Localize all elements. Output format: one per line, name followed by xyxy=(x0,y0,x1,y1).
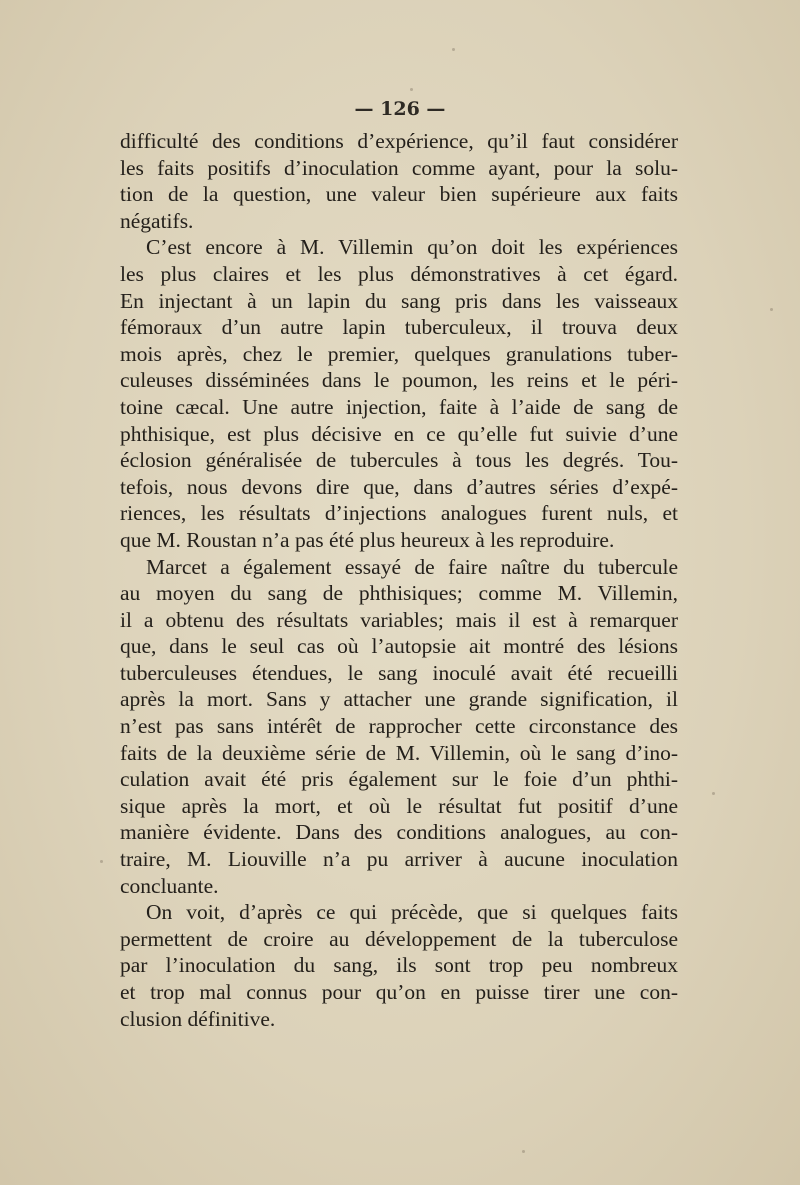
text-line: au moyen du sang de phthisiques; comme M. Villemin, xyxy=(120,581,678,606)
text-line: concluante. xyxy=(120,873,219,898)
text-line: culeuses disséminées dans le poumon, les reins et le péri- xyxy=(120,368,678,393)
text-line: il a obtenu des résultats variables; mais il est à remarquer xyxy=(120,607,678,632)
text-line: après la mort. Sans y attacher une grande signification, il xyxy=(120,687,678,712)
text-line: fémoraux d’un autre lapin tuberculeux, il trouva deux xyxy=(120,315,678,340)
text-line: négatifs. xyxy=(120,208,194,233)
text-line: éclosion généralisée de tubercules à tous les degrés. Tou- xyxy=(120,448,678,473)
text-line: et trop mal connus pour qu’on en puisse tirer une con- xyxy=(120,980,678,1004)
text-line: traire, M. Liouville n’a pu arriver à aucune inoculation xyxy=(120,847,678,872)
text-line: faits de la deuxième série de M. Villemin, où le sang d’ino- xyxy=(120,740,678,765)
text-line: En injectant à un lapin du sang pris dans les vaisseaux xyxy=(120,288,678,313)
text-line: manière évidente. Dans des conditions analogues, au con- xyxy=(120,820,678,845)
page-number: — 126 — xyxy=(354,98,446,120)
text-line: phthisique, est plus décisive en ce qu’elle fut suivie d’une xyxy=(120,421,678,446)
text-line: tefois, nous devons dire que, dans d’autres séries d’expé- xyxy=(120,474,678,499)
text-line: difficulté des conditions d’expérience, qu’il faut considérer xyxy=(120,129,678,153)
text-line: mois après, chez le premier, quelques granulations tuber- xyxy=(120,341,678,366)
text-line: culation avait été pris également sur le foie d’un phthi- xyxy=(120,767,678,792)
text-line: les plus claires et les plus démonstratives à cet égard. xyxy=(120,261,678,286)
text-line: que M. Roustan n’a pas été plus heureux à les reproduire. xyxy=(120,527,615,552)
text-line: toine cæcal. Une autre injection, faite à l’aide de sang de xyxy=(120,394,678,419)
text-line: tuberculeuses étendues, le sang inoculé avait été recueilli xyxy=(120,660,678,685)
text-line: tion de la question, une valeur bien supérieure aux faits xyxy=(120,182,678,207)
paragraph-start: Marcet a également essayé de faire naître du tubercule xyxy=(146,554,678,579)
text-line: n’est pas sans intérêt de rapprocher cette circonstance des xyxy=(120,714,678,739)
text-line: par l’inoculation du sang, ils sont trop peu nombreux xyxy=(120,953,678,978)
body-text xyxy=(120,128,678,1032)
text-line: clusion définitive. xyxy=(120,1006,276,1031)
text-line: sique après la mort, et où le résultat fut positif d’une xyxy=(120,793,678,818)
text-line: permettent de croire au développement de la tuberculose xyxy=(120,926,678,951)
paragraph-start: On voit, d’après ce qui précède, que si quelques faits xyxy=(146,900,678,925)
paragraph-start: C’est encore à M. Villemin qu’on doit les expériences xyxy=(146,235,678,260)
text-line: riences, les résultats d’injections analogues furent nuls, et xyxy=(120,501,678,526)
text-line: les faits positifs d’inoculation comme ayant, pour la solu- xyxy=(120,155,678,180)
text-line: que, dans le seul cas où l’autopsie ait montré des lésions xyxy=(120,634,678,659)
